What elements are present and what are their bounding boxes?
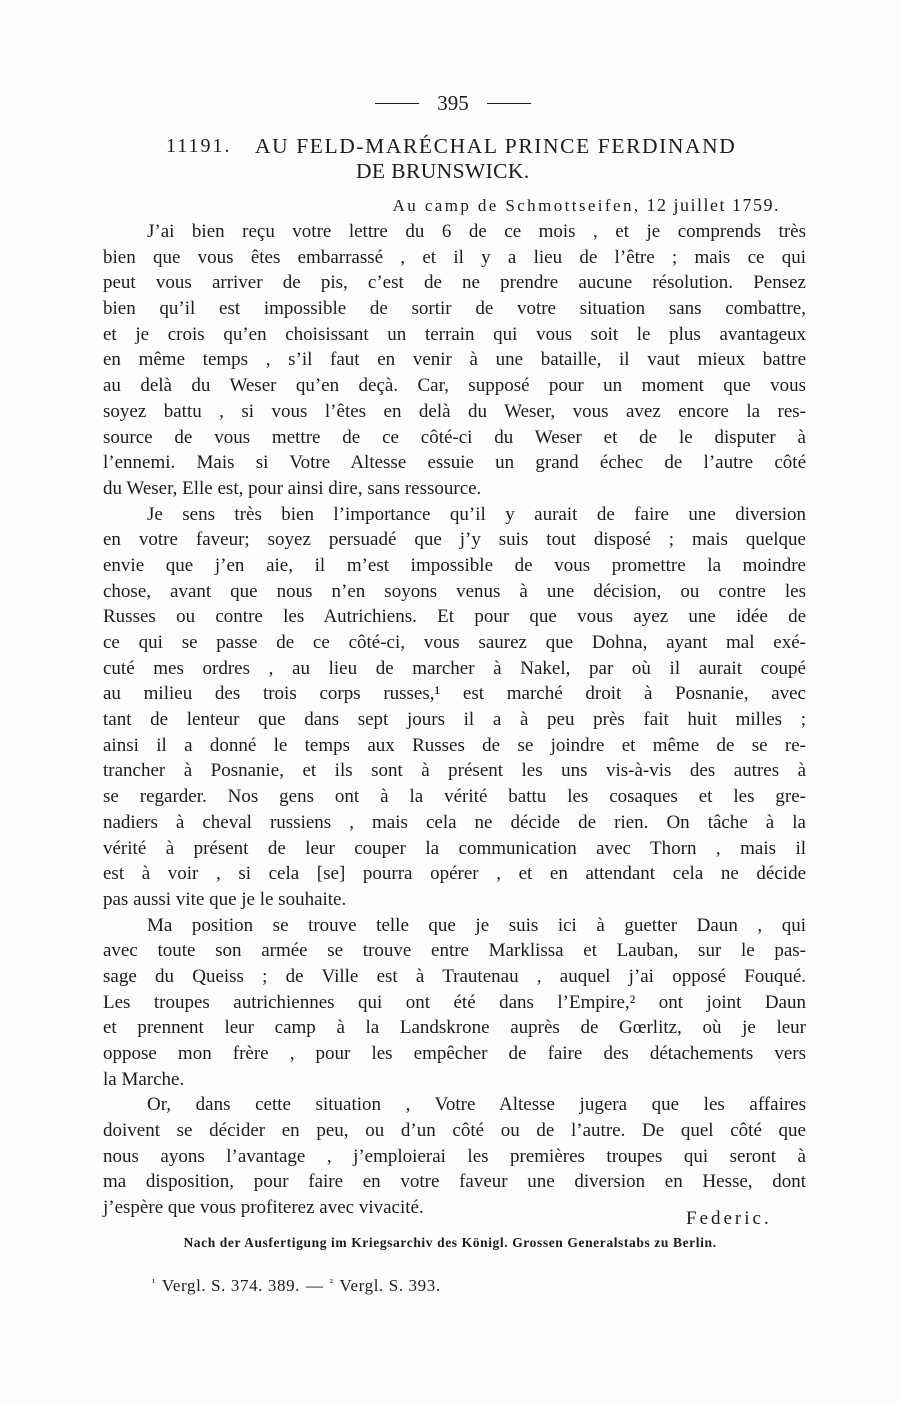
text-line: cuté mes ordres , au lieu de marcher à Nakel, par où il aurait coupé: [103, 657, 806, 679]
text-line: et je crois qu’en choisissant un terrain qui vous soit le plus avantageux: [103, 323, 806, 345]
text-line: nous ayons l’avantage , j’emploierai les premières troupes qui seront à: [103, 1145, 806, 1167]
text-line: est à voir , si cela [se] pourra opérer , et en attendant cela ne décide: [103, 863, 806, 885]
text-line: doivent se décider en peu, ou d’un côté ou de l’autre. De quel côté que: [103, 1120, 806, 1142]
text-line: en même temps , s’il faut en venir à une bataille, il vaut mieux battre: [103, 349, 806, 371]
text-line: ma disposition, pour faire en votre faveur une diversion en Hesse, dont: [103, 1171, 806, 1193]
text-line: en votre faveur; soyez persuadé que j’y suis tout disposé ; mais quelque: [103, 529, 806, 551]
text-line: bien qu’il est impossible de sortir de votre situation sans combattre,: [103, 298, 806, 320]
text-line: pas aussi vite que je le souhaite.: [103, 888, 347, 910]
text-line: peut vous arriver de pis, c’est de ne prendre aucune résolution. Pensez: [103, 272, 806, 294]
text-line: la Marche.: [103, 1068, 185, 1090]
text-line: avec toute son armée se trouve entre Marklissa et Lauban, sur le pas-: [103, 940, 806, 962]
text-line: se regarder. Nos gens ont à la vérité battu les cosaques et les gre-: [103, 786, 806, 808]
dateline-date: 12 juillet 1759.: [646, 195, 780, 215]
text-line: j’espère que vous profiterez avec vivacité.: [103, 1197, 424, 1219]
footnote-text: Vergl. S. 393.: [339, 1276, 441, 1295]
source-note: Nach der Ausfertigung im Kriegsarchiv des Königl. Grossen Generalstabs zu Berlin.: [183, 1235, 717, 1250]
text-line: l’ennemi. Mais si Votre Altesse essuie un grand échec de l’autre côté: [103, 452, 806, 474]
paragraph: [103, 913, 806, 1093]
paragraph: [103, 1092, 806, 1220]
text-line: soyez battu , si vous l’êtes en delà du Weser, vous avez encore la res-: [103, 400, 806, 422]
page-number: [0, 90, 900, 116]
letter-addressee-line-2: DE BRUNSWICK.: [356, 159, 530, 183]
page-number-rule-left: [375, 103, 419, 104]
dateline: [393, 195, 780, 216]
text-line: tant de lenteur que dans sept jours il a à peu près fait huit milles ;: [103, 709, 806, 731]
paragraph: [103, 502, 806, 913]
text-line: Or, dans cette situation , Votre Altesse jugera que les affaires: [147, 1094, 806, 1116]
text-line: oppose mon frère , pour les empêcher de faire des détachements vers: [103, 1043, 806, 1064]
signature: Federic.: [686, 1208, 772, 1229]
footnote-separator: —: [306, 1276, 324, 1295]
text-line: Ma position se trouve telle que je suis ici à guetter Daun , qui: [147, 914, 806, 936]
text-line: Russes ou contre les Autrichiens. Et pour que vous ayez une idée de: [103, 606, 806, 628]
letter-number: 11191.: [166, 135, 232, 157]
text-line: chose, avant que nous n’en soyons venus à une décision, ou contre les: [103, 580, 806, 602]
letter-addressee-line-1: AU FELD-MARÉCHAL PRINCE FERDINAND: [255, 134, 737, 158]
dateline-place: Au camp de Schmottseifen,: [392, 196, 641, 215]
footnotes: [152, 1272, 441, 1297]
text-line: ainsi il a donné le temps aux Russes de se joindre et même de se re-: [103, 734, 806, 756]
text-line: sage du Queiss ; de Ville est à Trautenau , auquel j’ai opposé Fouqué.: [103, 965, 806, 987]
paragraph: [103, 219, 806, 502]
text-line: du Weser, Elle est, pour ainsi dire, sans ressource.: [103, 477, 482, 499]
letter-body: [103, 219, 806, 1221]
text-line: vérité à présent de leur couper la communication avec Thorn , mais il: [103, 837, 806, 859]
text-line: au delà du Weser qu’en deçà. Car, supposé pour un moment que vous: [103, 375, 806, 397]
text-line: bien que vous êtes embarrassé , et il y a lieu de l’être ; mais ce qui: [103, 246, 806, 268]
text-line: nadiers à cheval russiens , mais cela ne décide de rien. On tâche à la: [103, 811, 806, 833]
text-line: Les troupes autrichiennes qui ont été dans l’Empire,² ont joint Daun: [103, 991, 806, 1013]
text-line: source de vous mettre de ce côté-ci du Weser et de le disputer à: [103, 426, 806, 448]
text-line: envie que j’en aie, il m’est impossible de vous promettre la moindre: [103, 554, 806, 576]
text-line: trancher à Posnanie, et ils sont à présent les uns vis-à-vis des autres à: [103, 760, 806, 782]
footnote-mark: ²: [329, 1277, 334, 1289]
text-line: ce qui se passe de ce côté-ci, vous saurez que Dohna, ayant mal exé-: [103, 632, 806, 653]
page-number-text: 395: [437, 91, 469, 115]
footnote-text: Vergl. S. 374. 389.: [161, 1276, 301, 1295]
text-line: J’ai bien reçu votre lettre du 6 de ce mois , et je comprends très: [147, 221, 806, 242]
footnote-mark: ¹: [152, 1277, 156, 1289]
page-number-rule-right: [487, 103, 531, 104]
text-line: Je sens très bien l’importance qu’il y aurait de faire une diversion: [147, 503, 806, 525]
text-line: au milieu des trois corps russes,¹ est marché droit à Posnanie, avec: [103, 683, 806, 705]
text-line: et prennent leur camp à la Landskrone auprès de Gœrlitz, où je leur: [103, 1017, 806, 1039]
